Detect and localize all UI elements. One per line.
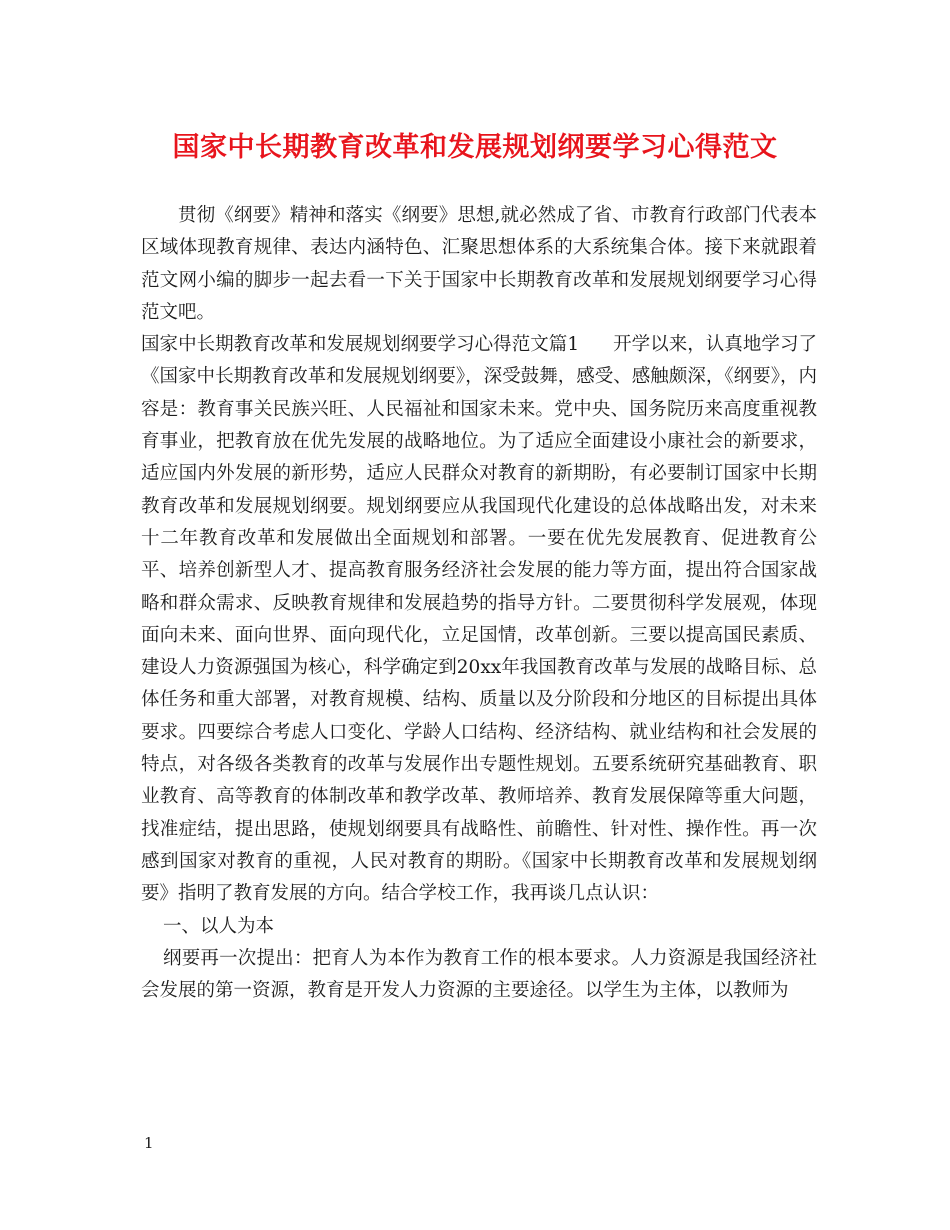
section-heading: 一、以人为本 xyxy=(163,915,275,937)
section-paragraph: 纲要再一次提出：把育人为本作为教育工作的根本要求。人力资源是我国经济社会发展的第一资源，教育是开发人力资源的主要途径。以学生为主体，以教师为 xyxy=(141,947,817,1002)
document-title: 国家中长期教育改革和发展规划纲要学习心得范文 xyxy=(172,132,778,163)
article-heading: 国家中长期教育改革和发展规划纲要学习心得范文篇1 xyxy=(141,334,580,356)
article-body: 开学以来，认真地学习了《国家中长期教育改革和发展规划纲要》，深受鼓舞，感受、感触颇深，《纲要》，内容是：教育事关民族兴旺、人民福祉和国家未来。党中央、国务院历来高度重视教育事业，把教育放在优先发展的战略地位。为了适应全面建设小康社会的新要求，适应国内外发展的新形势，适应人民群众对教育的新期盼，有必要制订国家中长期教育改革和发展规划纲要。规划纲要应从我国现代化建设的总体战略出发，对未来十二年教育改革和发展做出全面规划和部署。一要在优先发展教育、促进教育公平、培养创新型人才、提高教育服务经济社会发展的能力等方面，提出符合国家战略和群众需求、反映教育规律和发展趋势的指导方针。二要贯彻科学发展观，体现面向未来、面向世界、面向现代化，立足国情，改革创新。三要以提高国民素质、建设人力资源强国为核心，科学确定到20xx年我国教育改革与发展的战略目标、总体任务和重大部署，对教育规模、结构、质量以及分阶段和分地区的目标提出具体要求。四要综合考虑人口变化、学龄人口结构、经济结构、就业结构和社会发展的特点，对各级各类教育的改革与发展作出专题性规划。五要系统研究基础教育、职业教育、高等教育的体制改革和教学改革、教师培养、教育发展保障等重大问题，找准症结，提出思路，使规划纲要具有战略性、前瞻性、针对性、操作性。再一次感到国家对教育的重视，人民对教育的期盼。《国家中长期教育改革和发展规划纲要》指明了教育发展的方向。结合学校工作，我再谈几点认识： xyxy=(141,334,817,905)
page-number: 1 xyxy=(144,1134,154,1152)
document-body xyxy=(141,200,817,1007)
intro-paragraph: 贯彻《纲要》精神和落实《纲要》思想,就必然成了省、市教育行政部门代表本区域体现教育规律、表达内涵特色、汇聚思想体系的大系统集合体。接下来就跟着范文网小编的脚步一起去看一下关于国家中长期教育改革和发展规划纲要学习心得范文吧。 xyxy=(141,205,817,323)
article-paragraph xyxy=(141,329,817,910)
